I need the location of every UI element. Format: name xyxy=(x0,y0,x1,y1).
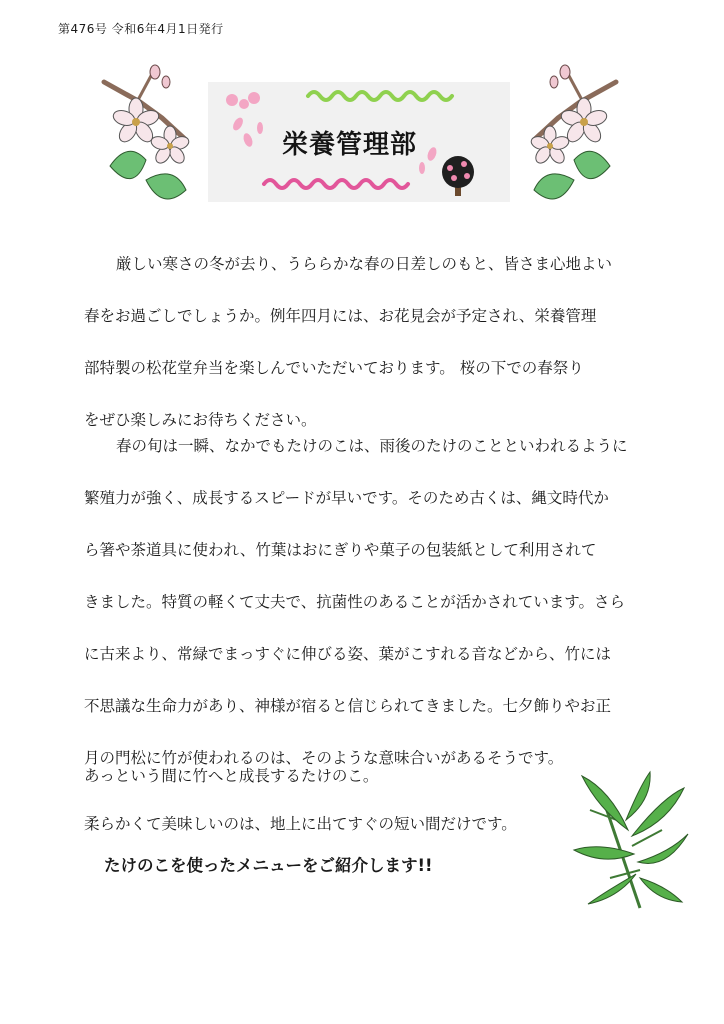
text-line: 春の旬は一瞬、なかでもたけのこは、雨後のたけのことといわれるように xyxy=(116,437,628,455)
paragraph-spring xyxy=(84,238,644,446)
text-line: 春をお過ごしでしょうか。例年四月には、お花見会が予定され、栄養管理 xyxy=(84,307,597,325)
text-line: 柔らかくて美味しいのは、地上に出てすぐの短い間だけです。 xyxy=(84,815,517,833)
issue-line: 第476号 令和6年4月1日発行 xyxy=(58,22,224,36)
cherry-blossom-branch-icon xyxy=(100,62,200,212)
menu-intro-heading: たけのこを使ったメニューをご紹介します!! xyxy=(104,856,433,875)
text-line: に古来より、常緑でまっすぐに伸びる姿、葉がこすれる音などから、竹には xyxy=(84,645,612,663)
paragraph-bamboo-shoot xyxy=(84,420,644,784)
banner-title: 栄養管理部 xyxy=(282,130,418,160)
text-line: 月の門松に竹が使われるのは、そのような意味合いがあるそうです。 xyxy=(84,749,564,767)
text-line: 不思議な生命力があり、神様が宿ると信じられてきました。七夕飾りやお正 xyxy=(84,697,612,715)
cherry-blossom-branch-icon xyxy=(520,62,620,212)
text-line: 部特製の松花堂弁当を楽しんでいただいております。 桜の下での春祭り xyxy=(84,359,584,377)
text-line: をぜひ楽しみにお待ちください。 xyxy=(84,411,317,429)
text-line: 繁殖力が強く、成長するスピードが早いです。そのため古くは、縄文時代か xyxy=(84,489,609,507)
title-banner xyxy=(208,82,510,202)
text-line: 厳しい寒さの冬が去り、うららかな春の日差しのもと、皆さま心地よい xyxy=(116,255,613,273)
text-line: きました。特質の軽くて丈夫で、抗菌性のあることが活かされています。さら xyxy=(84,593,625,611)
bamboo-leaves-icon xyxy=(570,770,690,910)
text-line: あっという間に竹へと成長するたけのこ。 xyxy=(84,767,379,785)
text-line: ら箸や茶道具に使われ、竹葉はおにぎりや菓子の包装紙として利用されて xyxy=(84,541,597,559)
